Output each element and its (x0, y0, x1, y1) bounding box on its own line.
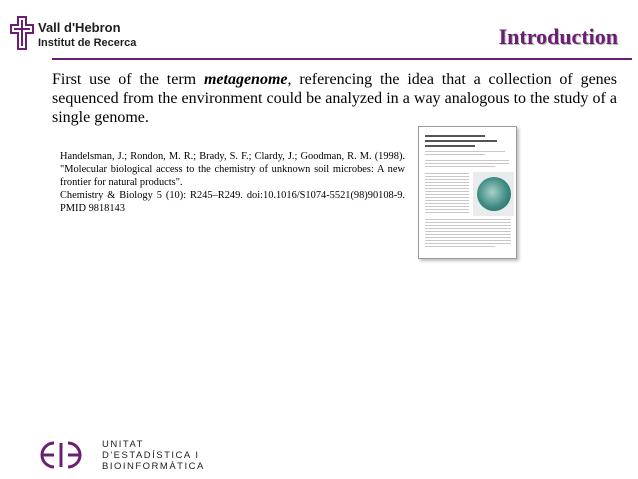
cross-logo-icon (10, 16, 34, 50)
logo-line1: Vall d'Hebron (38, 20, 121, 35)
vall-hebron-logo (10, 16, 137, 52)
reference-citation: Handelsman, J.; Rondon, M. R.; Brady, S. F.; Clardy, J.; Goodman, R. M. (1998). "Molecular biological access to the chemistry of unknown soil microbes: A new frontier for natural products". (60, 151, 405, 188)
lead-term: metagenome (203, 71, 288, 88)
paper-thumbnail (418, 126, 517, 259)
logo-line2: Institut de Recerca (38, 37, 137, 49)
lead-paragraph (52, 70, 617, 127)
title-rule (52, 58, 632, 60)
eib-logo-line2: D'ESTADÍSTICA I (102, 450, 200, 461)
eib-logo (36, 437, 205, 473)
eib-mark-icon (36, 437, 96, 473)
petri-dish-figure (477, 177, 511, 211)
lead-text-after: , referencing the idea that a collection of genes sequenced from the environment could be analyzed in a way analogous to the study of a single genome. (52, 71, 617, 126)
slide-title: Introduction (498, 24, 618, 49)
eib-logo-line1: UNITAT (102, 439, 144, 450)
eib-logo-line3: BIOINFORMÀTICA (102, 461, 205, 472)
reference-block (60, 150, 405, 215)
reference-journal: Chemistry & Biology 5 (10): R245–R249. doi:10.1016/S1074-5521(98)90108-9. PMID 9818143 (60, 190, 405, 214)
lead-text-before: First use of the term (52, 71, 204, 88)
